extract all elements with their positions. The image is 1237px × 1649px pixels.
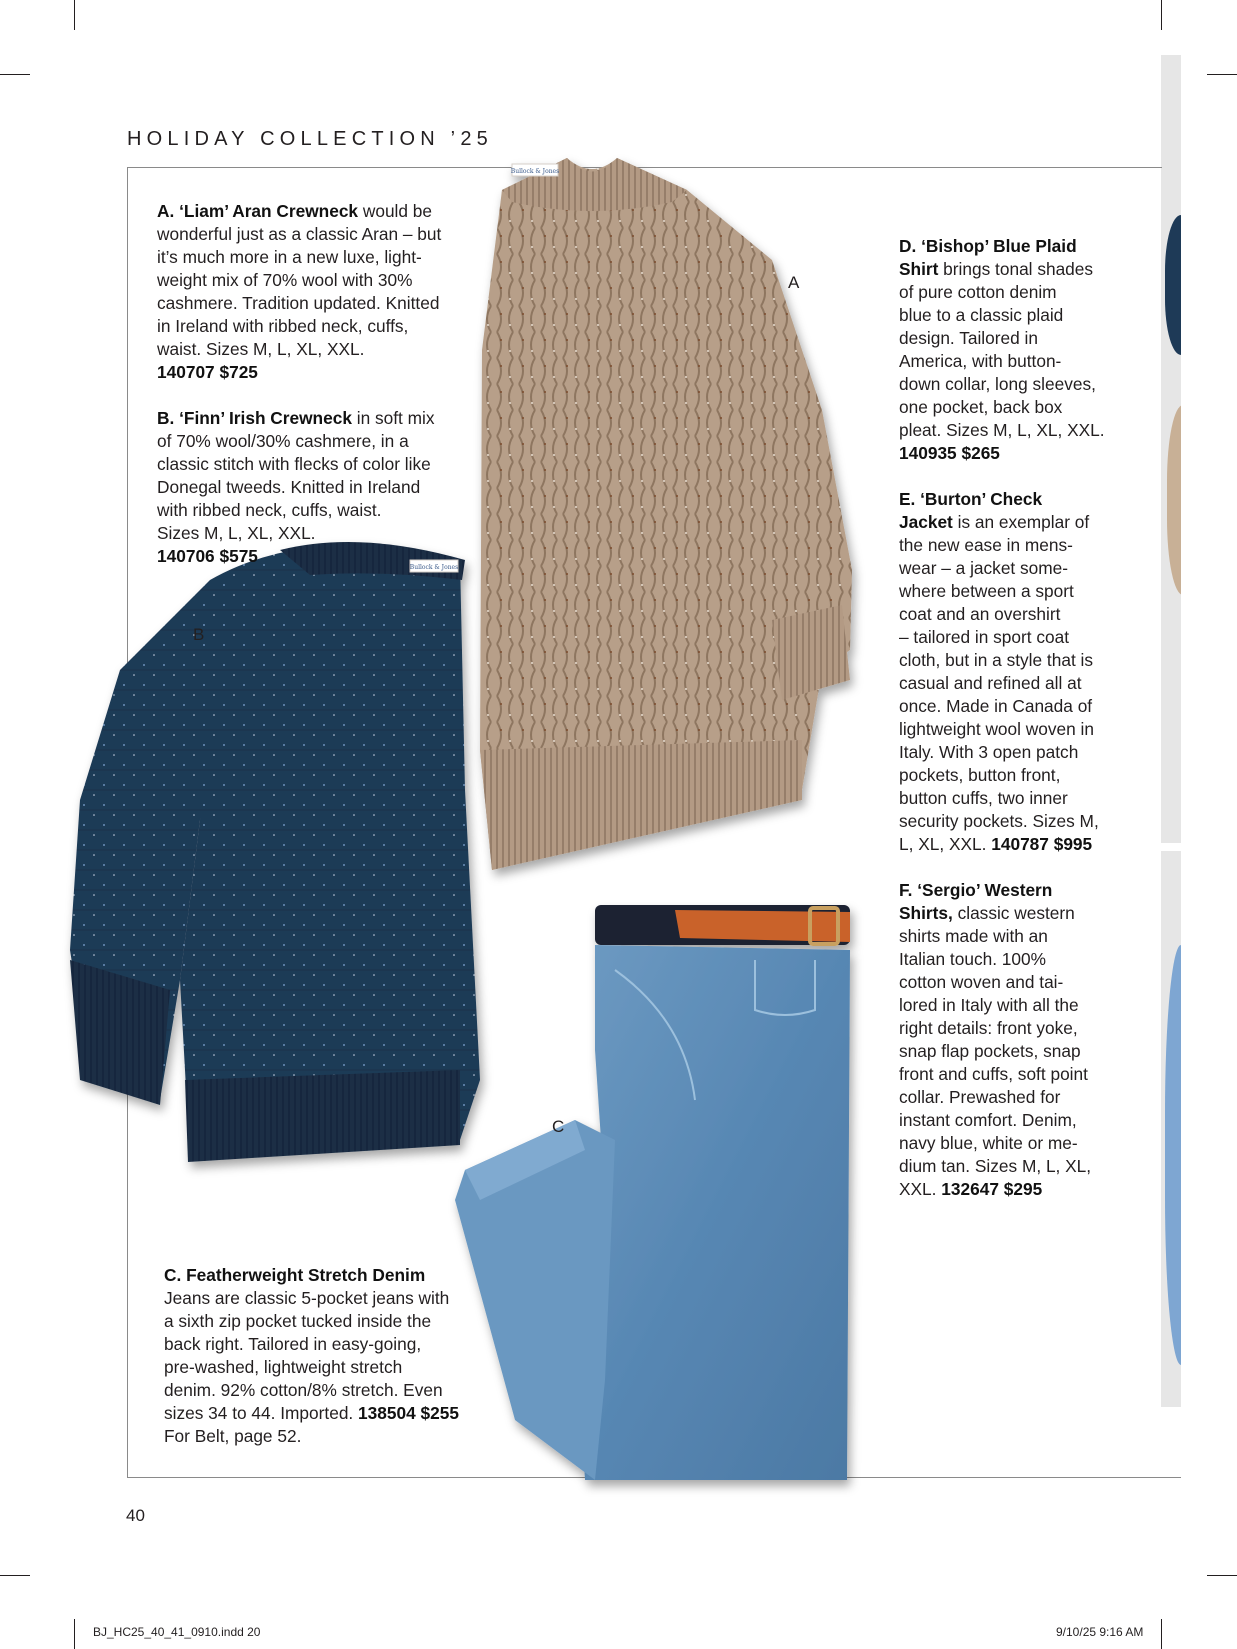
slug-timestamp: 9/10/25 9:16 AM [1056,1625,1144,1639]
product-description-a: A. ‘Liam’ Aran Crewneck would be wonderful just as a classic Aran – but it’s much more in a new luxe, light- weight mix of 70% wool with 30% cashmere. Tradition updated. Knitted in Ireland with ribbed neck, cuffs, waist. Sizes M, L, XL, XXL. 140707 $725 [157,200,477,384]
product-name-d: D. ‘Bishop’ Blue Plaid [899,236,1077,256]
product-description-c: C. Featherweight Stretch Denim Jeans are classic 5-pocket jeans with a sixth zip pocket tucked inside the back right. Tailored in easy-going, pre-washed, lightweight stretch denim. 92% cotton/8% stretch. Even sizes 34 to 44. Imported. 138504 $255 For Belt, page 52. [164,1264,494,1448]
product-copy-bottom [164,1264,494,1471]
navy-irish-sweater-image [60,540,480,1240]
crop-mark [74,1619,75,1649]
crop-mark [0,1575,30,1576]
oatmeal-aran-sweater-image [472,150,892,880]
product-description-b: B. ‘Finn’ Irish Crewneck in soft mix of 70% wool/30% cashmere, in a classic stitch with flecks of color like Donegal tweeds. Knitted in Ireland with ribbed neck, cuffs, waist. Sizes M, L, XL, XXL. 140706 $575 [157,407,477,568]
crop-mark [1161,1619,1162,1649]
product-name-a: A. ‘Liam’ Aran Crewneck [157,201,359,221]
product-description-f: F. ‘Sergio’ Western Shirts, classic western shirts made with an Italian touch. 100% cotton woven and tai- lored in Italy with all the right details: front yoke, snap flap pockets, snap front and cuffs, soft point collar. Prewashed for instant comfort. Denim, navy blue, white or me- dium tan. Sizes M, L, XL, XXL. 132647 $295 [899,879,1161,1201]
product-sku-price-a: 140707 $725 [157,362,258,382]
item-letter-a: A [788,273,800,292]
crop-mark [0,74,30,75]
product-sku-price-e: 140787 $995 [991,834,1093,854]
page-number: 40 [126,1506,145,1525]
product-name-e: E. ‘Burton’ Check [899,489,1043,509]
garment-label-text: Bullock & Jones [409,564,459,571]
slug-filename: BJ_HC25_40_41_0910.indd 20 [93,1625,261,1639]
product-description-d: D. ‘Bishop’ Blue Plaid Shirt brings tonal shades of pure cotton denim blue to a classic plaid design. Tailored in America, with button- down collar, long sleeves, one pocket, back box pleat. Sizes M, L, XL, XXL. 140935 $265 [899,235,1161,465]
crop-mark [1161,0,1162,30]
belt-reference-note: For Belt, page 52. [164,1426,302,1446]
crop-mark [74,0,75,30]
garment-label-text: Bullock & Jones [510,168,560,175]
product-copy-left [157,200,477,591]
crop-mark [1207,1575,1237,1576]
product-sku-price-c: 138504 $255 [358,1403,459,1423]
page-header-title: HOLIDAY COLLECTION ’25 [127,128,493,150]
product-name-c: C. Featherweight Stretch Denim [164,1265,426,1285]
item-letter-b: B [193,625,205,644]
product-sku-price-f: 132647 $295 [941,1179,1043,1199]
product-description-e: E. ‘Burton’ Check Jacket is an exemplar of the new ease in mens- wear – a jacket some- where between a sport coat and an overshirt – tailored in sport coat cloth, but in a style that is casual and refined all at once. Made in Canada of lightweight wool woven in Italy. With 3 open patch pockets, button front, button cuffs, two inner security pockets. Sizes M, L, XL, XXL. 140787 $995 [899,488,1161,856]
crop-mark [1207,74,1237,75]
product-copy-right [899,235,1161,1224]
product-sku-price-d: 140935 $265 [899,443,1000,463]
product-name-f: F. ‘Sergio’ Western [899,880,1053,900]
product-sku-price-b: 140706 $575 [157,546,258,566]
facing-page-strip [1161,55,1181,1407]
denim-jeans-image [455,900,855,1485]
product-name-b: B. ‘Finn’ Irish Crewneck [157,408,352,428]
item-letter-c: C [552,1117,565,1136]
